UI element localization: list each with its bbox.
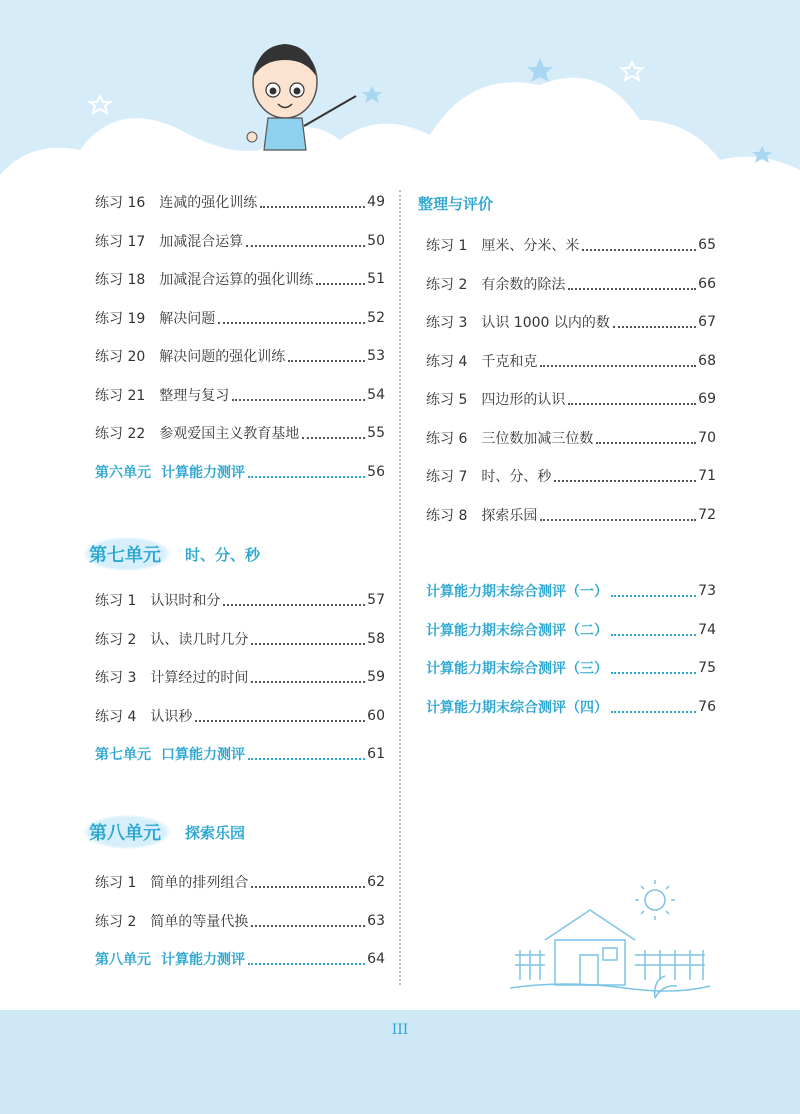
toc-entry-page: 52 [367, 310, 385, 326]
toc-entry[interactable] [95, 343, 385, 369]
dot-leader [568, 288, 696, 290]
toc-entry[interactable] [95, 305, 385, 331]
toc-entry-page: 57 [367, 592, 385, 608]
toc-entry-code: 计算能力期末综合测评（二） [426, 623, 608, 639]
toc-entry-title: 探索乐园 [481, 508, 538, 524]
toc-entry[interactable] [95, 703, 385, 729]
unit-7-label: 第七单元 [83, 537, 171, 571]
toc-entry-title: 解决问题 [159, 311, 216, 327]
toc-entry-page: 71 [698, 468, 716, 484]
toc-entry-code: 练习 21 [95, 388, 146, 404]
toc-entry-page: 54 [367, 387, 385, 403]
toc-entry-code: 练习 2 [426, 277, 468, 293]
dot-leader [611, 634, 696, 636]
dot-leader [582, 249, 696, 251]
toc-entry[interactable] [95, 626, 385, 652]
toc-entry[interactable] [95, 266, 385, 292]
toc-entry-code: 练习 19 [95, 311, 146, 327]
dot-leader [288, 360, 365, 362]
toc-entry-code: 练习 6 [426, 431, 468, 447]
toc-entry-code: 练习 7 [426, 469, 468, 485]
dot-leader [613, 326, 696, 328]
dot-leader [554, 480, 696, 482]
toc-entry-page: 60 [367, 708, 385, 724]
dot-leader [260, 206, 365, 208]
toc-entry-code: 第七单元 [95, 747, 151, 763]
toc-entry-title: 参观爱国主义教育基地 [159, 426, 300, 442]
column-divider [399, 190, 401, 985]
toc-entry-title: 认识时和分 [150, 593, 221, 609]
toc-entry[interactable] [95, 189, 385, 215]
toc-entry-title: 计算经过的时间 [150, 670, 249, 686]
toc-entry-title: 简单的排列组合 [150, 875, 249, 891]
toc-entry-page: 61 [367, 746, 385, 762]
toc-entry-title: 简单的等量代换 [150, 914, 249, 930]
dot-leader [246, 245, 365, 247]
toc-entry-title: 时、分、秒 [481, 469, 552, 485]
unit-8-header [83, 815, 245, 849]
toc-entry[interactable] [426, 232, 716, 258]
toc-entry-page: 55 [367, 425, 385, 441]
dot-leader [248, 963, 365, 965]
toc-entry-code: 练习 8 [426, 508, 468, 524]
toc-entry-page: 62 [367, 874, 385, 890]
toc-entry[interactable] [426, 386, 716, 412]
toc-entry-title: 加减混合运算 [159, 234, 244, 250]
toc-entry-page: 72 [698, 507, 716, 523]
toc-entry-code: 练习 20 [95, 349, 146, 365]
toc-entry[interactable] [426, 463, 716, 489]
toc-entry-title: 计算能力测评 [161, 952, 245, 968]
toc-entry-code: 练习 4 [426, 354, 468, 370]
dot-leader [568, 403, 696, 405]
unit-7-header [83, 537, 260, 571]
unit-8-title: 探索乐园 [185, 823, 246, 842]
toc-entry-page: 75 [698, 660, 716, 676]
toc-entry[interactable] [426, 502, 716, 528]
toc-entry[interactable] [426, 578, 716, 604]
toc-entry-code: 练习 3 [426, 315, 468, 331]
toc-entry-page: 63 [367, 913, 385, 929]
toc-entry-code: 计算能力期末综合测评（四） [426, 700, 608, 716]
dot-leader [251, 681, 365, 683]
dot-leader [251, 925, 365, 927]
dot-leader [218, 322, 365, 324]
toc-entry-title: 连减的强化训练 [159, 195, 258, 211]
toc-entry-title: 加减混合运算的强化训练 [159, 272, 314, 288]
dot-leader [223, 604, 365, 606]
toc-entry-title: 解决问题的强化训练 [159, 349, 286, 365]
toc-entry-code: 计算能力期末综合测评（一） [426, 584, 608, 600]
toc-entry[interactable] [426, 309, 716, 335]
toc-entry-title: 三位数加减三位数 [481, 431, 594, 447]
toc-entry-page: 56 [367, 464, 385, 480]
dot-leader [302, 437, 365, 439]
toc-entry-page: 68 [698, 353, 716, 369]
toc-entry-code: 第六单元 [95, 465, 151, 481]
section-title: 整理与评价 [418, 195, 494, 213]
dot-leader [195, 720, 365, 722]
toc-entry[interactable] [426, 694, 716, 720]
toc-entry-page: 76 [698, 699, 716, 715]
toc-entry-page: 50 [367, 233, 385, 249]
toc-entry[interactable] [95, 741, 385, 767]
dot-leader [248, 758, 365, 760]
toc-entry-code: 练习 2 [95, 914, 137, 930]
toc-entry[interactable] [95, 664, 385, 690]
toc-entry[interactable] [95, 946, 385, 972]
dot-leader [316, 283, 365, 285]
toc-entry-title: 千克和克 [481, 354, 538, 370]
dot-leader [540, 519, 696, 521]
toc-entry-title: 认识秒 [150, 709, 193, 725]
toc-entry[interactable] [426, 271, 716, 297]
dot-leader [540, 365, 696, 367]
dot-leader [232, 399, 365, 401]
toc-entry-page: 65 [698, 237, 716, 253]
toc-entry-code: 练习 16 [95, 195, 146, 211]
toc-entry[interactable] [426, 655, 716, 681]
toc-entry-title: 口算能力测评 [161, 747, 245, 763]
toc-entry-title: 有余数的除法 [481, 277, 566, 293]
toc-entry-page: 70 [698, 430, 716, 446]
dot-leader [611, 672, 696, 674]
toc-entry-code: 练习 17 [95, 234, 146, 250]
dot-leader [251, 886, 365, 888]
toc-entry[interactable] [95, 908, 385, 934]
toc-entry-title: 四边形的认识 [481, 392, 566, 408]
toc-entry-code: 练习 18 [95, 272, 146, 288]
toc-entry[interactable] [95, 228, 385, 254]
toc-entry-title: 整理与复习 [159, 388, 230, 404]
unit-8-label: 第八单元 [83, 815, 171, 849]
toc-entry-code: 练习 5 [426, 392, 468, 408]
toc-entry-page: 58 [367, 631, 385, 647]
toc-entry-code: 练习 22 [95, 426, 146, 442]
dot-leader [611, 711, 696, 713]
toc-entry-code: 练习 1 [95, 875, 137, 891]
toc-entry-title: 计算能力测评 [161, 465, 245, 481]
toc-entry[interactable] [426, 425, 716, 451]
toc-entry[interactable] [426, 617, 716, 643]
page-number: III [391, 1022, 409, 1038]
dot-leader [251, 643, 365, 645]
toc-entry-code: 练习 2 [95, 632, 137, 648]
toc-entry-code: 练习 3 [95, 670, 137, 686]
dot-leader [248, 476, 365, 478]
toc-entry-code: 练习 4 [95, 709, 137, 725]
toc-entry-page: 67 [698, 314, 716, 330]
toc-entry-code: 练习 1 [95, 593, 137, 609]
toc-entry[interactable] [95, 382, 385, 408]
toc-entry[interactable] [95, 869, 385, 895]
toc-entry[interactable] [426, 348, 716, 374]
toc-entry-page: 51 [367, 271, 385, 287]
toc-entry[interactable] [95, 459, 385, 485]
toc-entry-title: 认识 1000 以内的数 [481, 315, 610, 331]
unit-7-title: 时、分、秒 [185, 545, 261, 564]
dot-leader [596, 442, 696, 444]
toc-entry[interactable] [95, 420, 385, 446]
toc-entry-page: 74 [698, 622, 716, 638]
toc-entry-page: 53 [367, 348, 385, 364]
toc-entry-title: 认、读几时几分 [150, 632, 249, 648]
toc-entry-page: 66 [698, 276, 716, 292]
toc-entry-code: 计算能力期末综合测评（三） [426, 661, 608, 677]
toc-entry-title: 厘米、分米、米 [481, 238, 580, 254]
dot-leader [611, 595, 696, 597]
toc-entry-page: 69 [698, 391, 716, 407]
toc-entry-page: 49 [367, 194, 385, 210]
cottage-sketch-illustration [505, 880, 715, 1000]
toc-entry-page: 64 [367, 951, 385, 967]
toc-entry-code: 第八单元 [95, 952, 151, 968]
toc-entry-page: 59 [367, 669, 385, 685]
toc-entry-code: 练习 1 [426, 238, 468, 254]
toc-entry[interactable] [95, 587, 385, 613]
toc-entry-page: 73 [698, 583, 716, 599]
